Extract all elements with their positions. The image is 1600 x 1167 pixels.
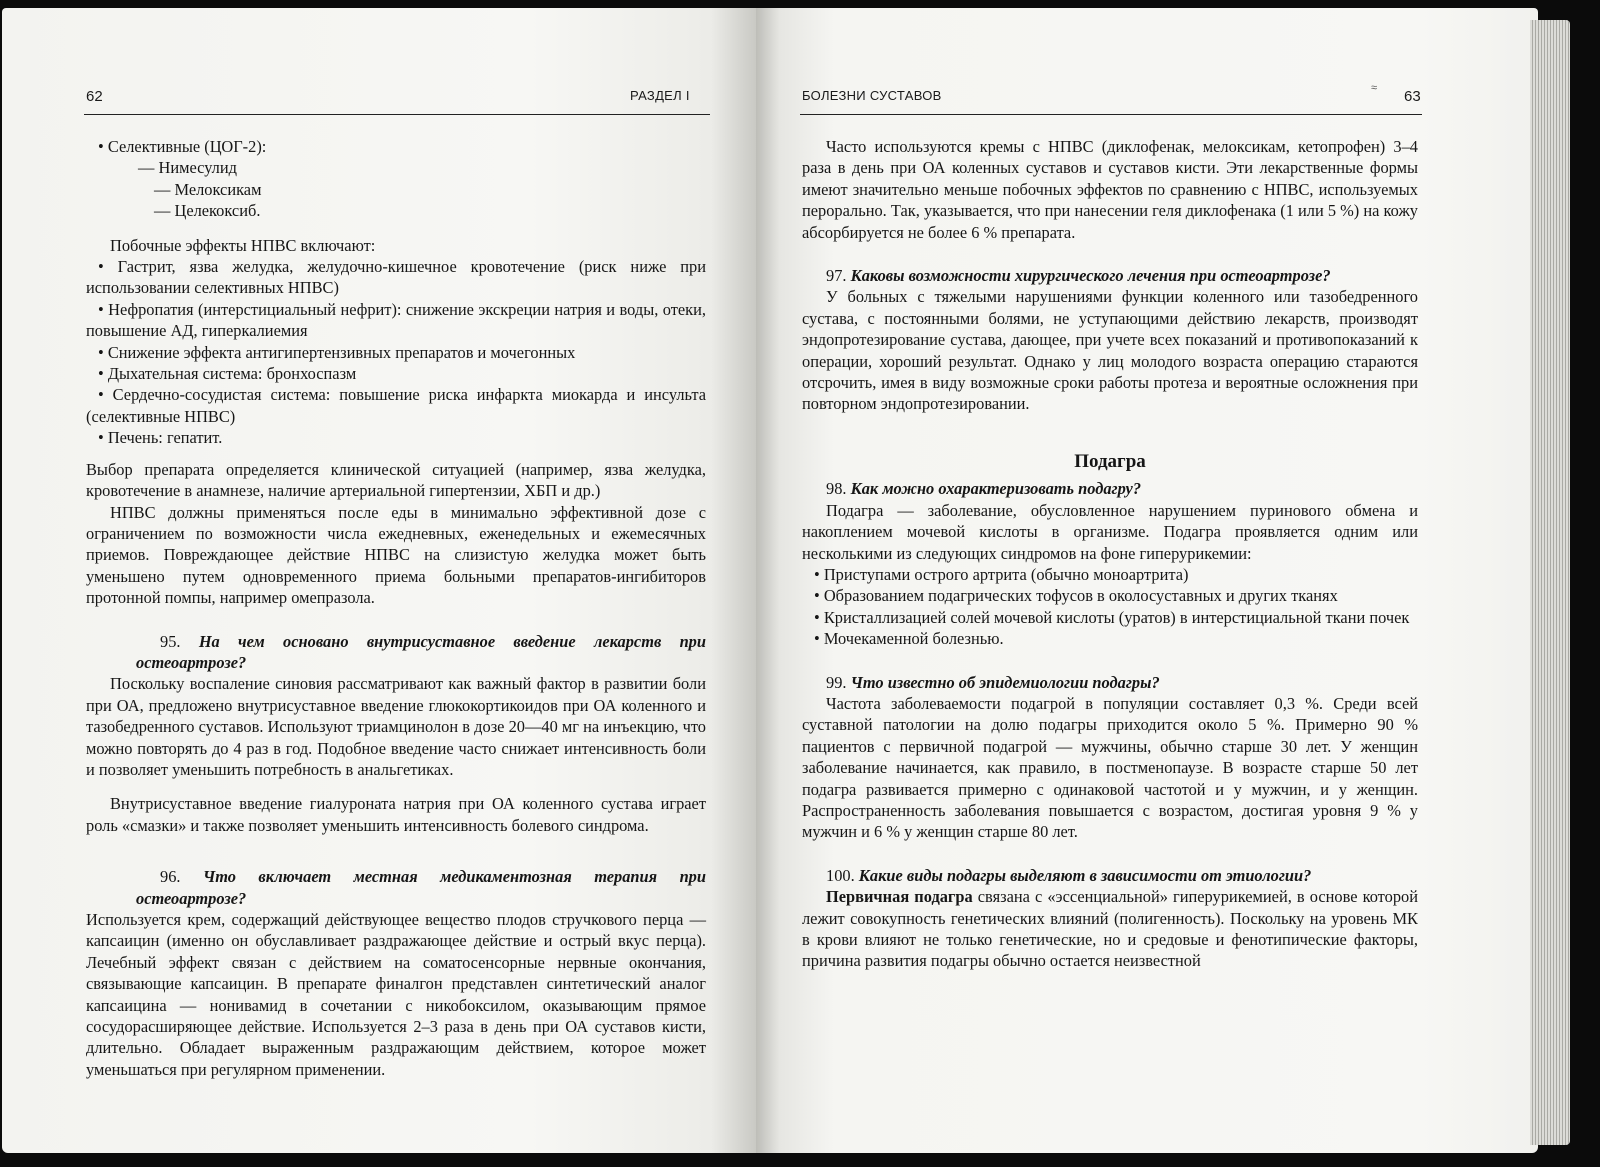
answer-paragraph: Внутрисуставное введение гиалуроната натрия при ОА коленного сустава играет роль «смазки» и также позволяет уменьшить интенсивность болевого синдрома. xyxy=(86,794,706,835)
list-item: — Мелоксикам xyxy=(154,179,262,199)
paragraph: НПВС должны применяться после еды в минимально эффективной дозе с ограничением по возможности числа ежедневных, еженедельных и ежемесячных приемов. Повреждающее действие НПВС на слизистую желудка может быть уменьшено путем одновременного приема больными препаратов-ингибиторов протонной помпы, например омепразола. xyxy=(86,502,706,608)
section-title: Подагра xyxy=(1074,450,1146,472)
page-number: 62 xyxy=(86,88,103,105)
question-text: Что включает местная медикаментозная терапия при остеоартрозе? xyxy=(136,867,706,908)
list-item: • Снижение эффекта антигипертензивных препаратов и мочегонных xyxy=(98,342,576,362)
list-item: • Печень: гепатит. xyxy=(98,428,223,448)
question-number: 98. xyxy=(826,479,847,499)
list-item: — Нимесулид xyxy=(138,158,237,178)
question-98 xyxy=(802,478,1418,499)
right-page xyxy=(756,8,1538,1153)
question-97 xyxy=(802,265,1418,286)
question-text: На чем основано внутрисуставное введение лекарств при остеоартрозе? xyxy=(136,631,706,672)
question-99 xyxy=(802,672,1418,693)
list-item: • Мочекаменной болезнью. xyxy=(814,629,1004,649)
question-number: 95. xyxy=(160,631,181,651)
list-item: • Приступами острого артрита (обычно моноартрита) xyxy=(814,564,1189,584)
answer-paragraph: Используется крем, содержащий действующее вещество плодов стручкового перца — капсаицин (именно он обуславливает раздражающее действие и острый вкус перца). Лечебный эффект связан с действием на соматосенсорные нервные окончания, связывающие капсаицин. В препарате финалгон представлен синтетический аналог капсаицина — нонивамид в сочетании с никобоксилом, оказывающим прямое сосудорасширяющее действие. Используется 2–3 раза в день при ОА суставов кисти, длительно. Обладает выраженным раздражающим действием, которое может уменьшаться при регулярном применении. xyxy=(86,910,706,1079)
page-number: 63 xyxy=(1404,88,1421,105)
list-item: • Кристаллизацией солей мочевой кислоты (уратов) в интерстициальной ткани почек xyxy=(814,607,1410,627)
question-text: Какие виды подагры выделяют в зависимости от этиологии? xyxy=(858,865,1312,885)
question-100 xyxy=(802,865,1418,886)
selective-intro: • Селективные (ЦОГ-2): xyxy=(98,137,267,156)
list-item: • Сердечно-сосудистая система: повышение риска инфаркта миокарда и инсульта (селективные НПВС) xyxy=(86,385,706,426)
question-text: Что известно об эпидемиологии подагры? xyxy=(850,672,1160,692)
list-item: • Нефропатия (интерстициальный нефрит): снижение экскреции натрия и воды, отеки, повышение АД, гиперкалиемия xyxy=(86,299,706,341)
question-95 xyxy=(86,631,706,674)
right-text-block xyxy=(802,136,1418,972)
answer-paragraph: Подагра — заболевание, обусловленное нарушением пуринового обмена и накоплением мочевой кислоты в организме. Подагра проявляется одним или несколькими из следующих синдромов на фоне гиперурикемии: xyxy=(802,500,1418,563)
left-page xyxy=(2,8,756,1153)
paragraph: Выбор препарата определяется клинической ситуацией (например, язва желудка, кровотечение в анамнезе, наличие артериальной гипертензии, ХБП и др.) xyxy=(86,459,706,501)
answer-paragraph: Частота заболеваемости подагрой в популяции составляет 0,3 %. Среди всей суставной патологии на долю подагры приходится около 5 %. Примерно 90 % пациентов с первичной подагрой — мужчины, обычно старше 30 лет. У женщин заболевание начинается, как правило, в постменопаузе. В возрасте старше 50 лет подагра развивается примерно с одинаковой частотой и у мужчин, и у женщин. Распространенность заболевания повышается с возрастом, достигая уровня 9 % у мужчин и 6 % у женщин старше 80 лет. xyxy=(802,693,1418,842)
question-text: Как можно охарактеризовать подагру? xyxy=(850,479,1142,499)
header-rule xyxy=(84,114,710,115)
question-96 xyxy=(86,866,706,909)
question-number: 96. xyxy=(160,867,181,887)
running-head: БОЛЕЗНИ СУСТАВОВ xyxy=(802,88,942,103)
paragraph: Часто используются кремы с НПВС (диклофенак, мелоксикам, кетопрофен) 3–4 раза в день при ОА коленных суставов и суставов кисти. Эти лекарственные формы имеют значительно меньше побочных эффектов по сравнению с НПВС, используемых перорально. Так, указывается, что при нанесении геля диклофенака (1 или 5 %) на кожу абсорбируется не более 6 % препарата. xyxy=(802,137,1418,242)
list-item: • Образованием подагрических тофусов в околосуставных и других тканях xyxy=(814,586,1338,606)
list-item: — Целекоксиб. xyxy=(154,201,261,221)
answer-paragraph: У больных с тяжелыми нарушениями функции коленного или тазобедренного сустава, с постоянными болями, не уступающими действию лекарств, производят эндопротезирование сустава, дающее, при учете всех показаний и противопоказаний к операции, хороший результат. Однако у лиц молодого возраста операцию стараются отсрочить, имея в виду возможные сроки работы протеза и вероятные осложнения при повторном эндопротезировании. xyxy=(802,287,1418,414)
header-rule xyxy=(800,114,1422,115)
left-text-block xyxy=(86,136,706,1080)
scan-mark: ≈ xyxy=(1371,82,1378,94)
answer-paragraph: Поскольку воспаление синовия рассматривают как важный фактор в развитии боли при ОА, предложено внутрисуставное введение глюкокортикоидов при ОА коленного и тазобедренного суставов. Используют триамцинолон в дозе 20—40 мг на инъекцию, что можно повторять до 4 раз в год. Подобное введение часто снижает интенсивность боли и позволяет уменьшить потребность в анальгетиках. xyxy=(86,674,706,779)
question-text: Каковы возможности хирургического лечения при остеоартрозе? xyxy=(850,266,1331,286)
question-number: 99. xyxy=(826,672,847,692)
list-item: • Гастрит, язва желудка, желудочно-кишечное кровотечение (риск ниже при использовании селективных НПВС) xyxy=(86,257,706,298)
list-item: • Дыхательная система: бронхоспазм xyxy=(98,364,357,384)
answer-text: связана с «эссенциальной» гиперурикемией, в основе которой лежит совокупность генетических влияний (полигенность). Поскольку на уровень МК в крови влияют не только генетические, но и средовые и фенотипические факторы, причина развития подагры обычно остается неизвестной xyxy=(802,887,1418,971)
answer-paragraph xyxy=(802,886,1418,972)
paragraph: Побочные эффекты НПВС включают: xyxy=(110,235,376,255)
running-head: РАЗДЕЛ I xyxy=(630,88,690,103)
question-number: 97. xyxy=(826,266,847,286)
question-number: 100. xyxy=(826,865,855,885)
page-edges xyxy=(1530,20,1570,1145)
answer-bold-term: Первичная подагра xyxy=(826,887,973,907)
